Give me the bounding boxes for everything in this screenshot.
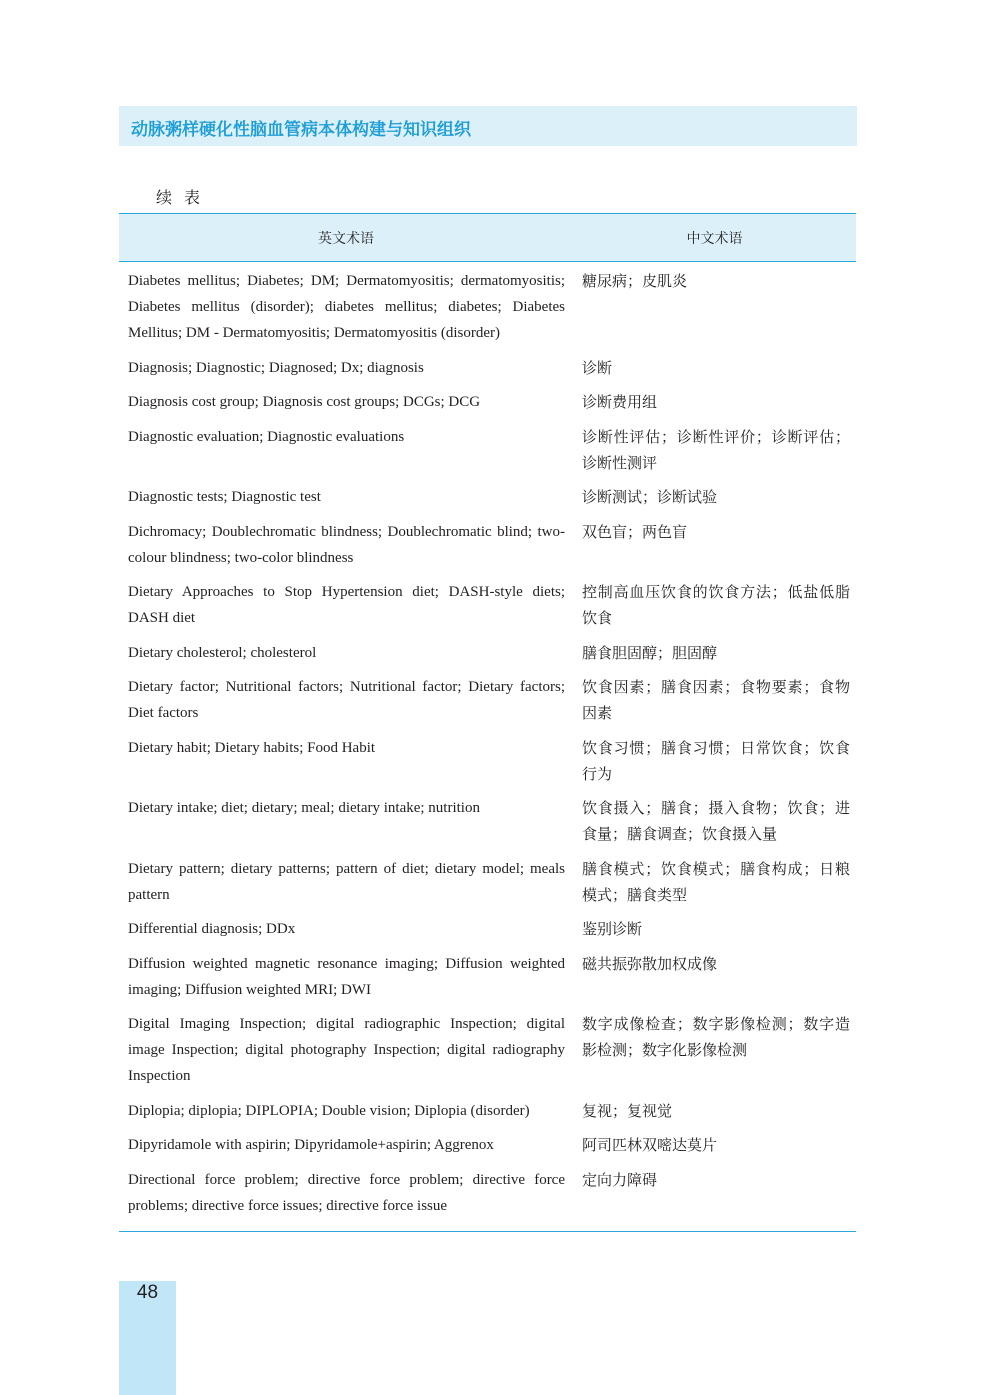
- table-row: [119, 268, 856, 346]
- table-row: [119, 640, 856, 666]
- table-row: [119, 735, 856, 787]
- chinese-term-cell: 磁共振弥散加权成像: [582, 954, 718, 973]
- running-header: [119, 106, 857, 146]
- chinese-term-cell: 诊断: [582, 358, 613, 377]
- table-row: [119, 519, 856, 571]
- english-term-cell: Dietary pattern; dietary patterns; pattern of diet; dietary model; meals pattern: [128, 860, 565, 903]
- table-body: [119, 262, 856, 1232]
- table-row: [119, 916, 856, 942]
- page-number-tab: [119, 1281, 176, 1395]
- english-term-cell: Diagnostic tests; Diagnostic test: [128, 489, 321, 505]
- chinese-term-cell: 糖尿病；皮肌炎: [582, 272, 688, 290]
- chinese-term-cell: 阿司匹林双嘧达莫片: [582, 1136, 718, 1154]
- table-row: [119, 355, 856, 381]
- chinese-term-cell: 饮食摄入；膳食；摄入食物；饮食；进食量；膳食调查；饮食摄入量: [582, 799, 850, 843]
- table-row: [119, 389, 856, 415]
- table-row: [119, 1167, 856, 1219]
- table-row: [119, 1132, 856, 1158]
- chinese-term-cell: 饮食习惯；膳食习惯；日常饮食；饮食行为: [582, 738, 850, 783]
- chinese-term-cell: 复视；复视觉: [582, 1101, 673, 1120]
- continued-label: 续表: [156, 188, 213, 207]
- table-row: [119, 856, 856, 908]
- chinese-term-cell: 膳食模式；饮食模式；膳食构成；日粮模式；膳食类型: [582, 859, 850, 904]
- english-term-cell: Dietary factor; Nutritional factors; Nutritional factor; Dietary factors; Diet factors: [128, 679, 565, 721]
- column-header-english: 英文术语: [318, 230, 374, 247]
- english-term-cell: Diagnostic evaluation; Diagnostic evaluations: [128, 428, 405, 445]
- table-row: [119, 1011, 856, 1089]
- chinese-term-cell: 控制高血压饮食的饮食方法；低盐低脂饮食: [582, 583, 850, 627]
- english-term-cell: Directional force problem; directive force problem; directive force problems; directive force issues; directive force issue: [128, 1171, 565, 1214]
- table-row: [119, 1098, 856, 1124]
- chinese-term-cell: 双色盲；两色盲: [582, 522, 688, 541]
- chinese-term-cell: 数字成像检查；数字影像检测；数字造影检测；数字化影像检测: [582, 1015, 850, 1059]
- chinese-term-cell: 诊断测试；诊断试验: [582, 488, 718, 506]
- english-term-cell: Dichromacy; Doublechromatic blindness; Doublechromatic blind; two-colour blindness; two-color blindness: [128, 523, 565, 566]
- english-term-cell: Differential diagnosis; DDx: [128, 921, 296, 937]
- chinese-term-cell: 鉴别诊断: [582, 920, 643, 938]
- table-row: [119, 951, 856, 1003]
- english-term-cell: Dietary Approaches to Stop Hypertension diet; DASH-style diets; DASH diet: [128, 584, 565, 626]
- english-term-cell: Dipyridamole with aspirin; Dipyridamole+aspirin; Aggrenox: [128, 1137, 494, 1153]
- english-term-cell: Diagnosis; Diagnostic; Diagnosed; Dx; diagnosis: [128, 359, 424, 376]
- english-term-cell: Digital Imaging Inspection; digital radiographic Inspection; digital image Inspection; digital photography Inspection; digital radiography Inspection: [128, 1016, 565, 1084]
- running-header-title: 动脉粥样硬化性脑血管病本体构建与知识组织: [131, 120, 471, 140]
- chinese-term-cell: 诊断费用组: [582, 393, 658, 411]
- table-row: [119, 579, 856, 631]
- english-term-cell: Dietary habit; Dietary habits; Food Habit: [128, 739, 376, 756]
- english-term-cell: Dietary cholesterol; cholesterol: [128, 644, 317, 661]
- english-term-cell: Diagnosis cost group; Diagnosis cost groups; DCGs; DCG: [128, 394, 481, 410]
- table-header: [119, 213, 856, 262]
- english-term-cell: Diplopia; diplopia; DIPLOPIA; Double vision; Diplopia (disorder): [128, 1102, 530, 1119]
- english-term-cell: Dietary intake; diet; dietary; meal; dietary intake; nutrition: [128, 800, 480, 816]
- english-term-cell: Diffusion weighted magnetic resonance imaging; Diffusion weighted imaging; Diffusion weighted MRI; DWI: [128, 955, 565, 998]
- table-row: [119, 674, 856, 726]
- terminology-table: [119, 213, 856, 1232]
- column-header-chinese: 中文术语: [686, 230, 743, 247]
- chinese-term-cell: 饮食因素；膳食因素；食物要素；食物因素: [582, 678, 850, 722]
- chinese-term-cell: 诊断性评估；诊断性评价；诊断评估；诊断性测评: [582, 427, 850, 472]
- chinese-term-cell: 定向力障碍: [582, 1170, 658, 1189]
- page-number: 48: [136, 1282, 159, 1303]
- table-row: [119, 484, 856, 510]
- chinese-term-cell: 膳食胆固醇；胆固醇: [582, 643, 718, 662]
- table-row: [119, 795, 856, 847]
- english-term-cell: Diabetes mellitus; Diabetes; DM; Dermatomyositis; dermatomyositis; Diabetes mellitus (disorder); diabetes mellitus; diabetes; Diabetes Mellitus; DM - Dermatomyositis; Dermatomyositis (disorder): [128, 273, 565, 341]
- table-row: [119, 424, 856, 476]
